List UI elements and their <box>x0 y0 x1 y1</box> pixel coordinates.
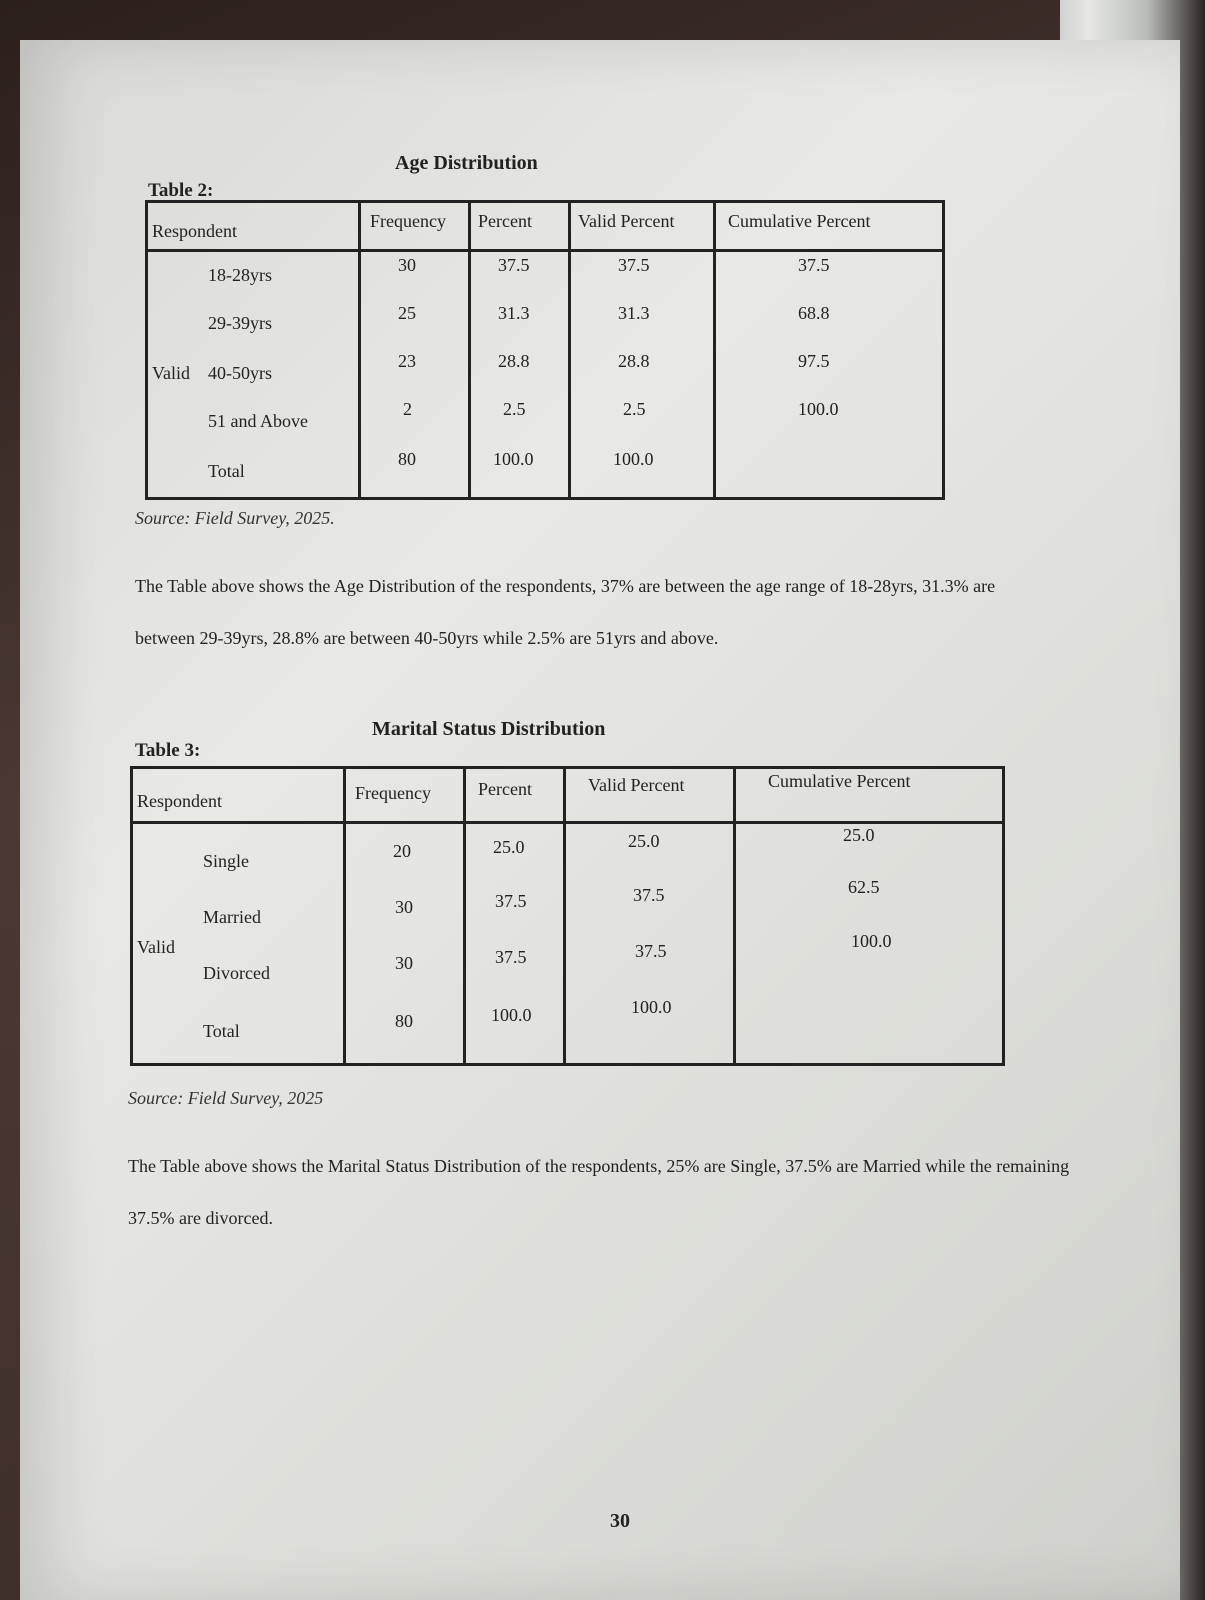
table3-frequency: 30 <box>395 897 413 917</box>
table2-title: Age Distribution <box>395 152 538 174</box>
table2-divider <box>713 203 716 497</box>
table2-grid <box>145 200 945 500</box>
table2-divider <box>358 203 361 497</box>
table2-cumulative: 100.0 <box>798 399 839 419</box>
table2-valid-percent: 37.5 <box>618 255 650 275</box>
table2-percent: 37.5 <box>498 255 530 275</box>
table3-frequency: 30 <box>395 953 413 973</box>
table2-header-valid-percent: Valid Percent <box>578 211 675 231</box>
table3-cumulative: 62.5 <box>848 877 880 897</box>
table2-paragraph: The Table above shows the Age Distribution of the respondents, 37% are between the age range of 18-28yrs, 31.3% are between 29-39yrs, 28.8% are between 40-50yrs while 2.5% are 51yrs and above. <box>135 576 996 648</box>
table2-percent: 31.3 <box>498 303 530 323</box>
table3-cumulative: 100.0 <box>851 931 892 951</box>
table2-valid-percent: 2.5 <box>623 399 646 419</box>
table3-divider <box>463 769 466 1063</box>
table2-valid-percent: 28.8 <box>618 351 650 371</box>
table3-percent: 37.5 <box>495 947 527 967</box>
table3-frequency: 20 <box>393 841 411 861</box>
table3-title: Marital Status Distribution <box>372 718 606 740</box>
table3-category: Divorced <box>203 963 270 983</box>
table2-category: Total <box>208 461 245 481</box>
table2-percent: 100.0 <box>493 449 534 469</box>
table2-category: 51 and Above <box>208 411 308 431</box>
table2-group-label: Valid <box>152 363 190 383</box>
table3-divider <box>563 769 566 1063</box>
table3-header-valid-percent: Valid Percent <box>588 775 685 795</box>
table2-valid-percent: 31.3 <box>618 303 650 323</box>
table2-cumulative: 37.5 <box>798 255 830 275</box>
table2-divider <box>468 203 471 497</box>
table3-label: Table 3: <box>135 740 201 761</box>
table3-divider <box>733 769 736 1063</box>
table2-header-cumulative-percent: Cumulative Percent <box>728 211 871 231</box>
table2-divider <box>568 203 571 497</box>
table3-header-cumulative-percent: Cumulative Percent <box>768 771 911 791</box>
table2-header-frequency: Frequency <box>370 211 446 231</box>
table2-frequency: 30 <box>398 255 416 275</box>
table2-category: 40-50yrs <box>208 363 272 383</box>
table3-source: Source: Field Survey, 2025 <box>128 1088 324 1108</box>
table3-header-frequency: Frequency <box>355 783 431 803</box>
table2-cumulative: 68.8 <box>798 303 830 323</box>
table3-percent: 100.0 <box>491 1005 532 1025</box>
table2-header-percent: Percent <box>478 211 532 231</box>
page-number: 30 <box>610 1510 630 1532</box>
table3-valid-percent: 100.0 <box>631 997 672 1017</box>
table2-label: Table 2: <box>148 180 214 201</box>
table2-percent: 2.5 <box>503 399 526 419</box>
table3-valid-percent: 37.5 <box>633 885 665 905</box>
table3-category: Married <box>203 907 261 927</box>
table2-category: 18-28yrs <box>208 265 272 285</box>
table2-source: Source: Field Survey, 2025. <box>135 508 335 528</box>
table3-header-percent: Percent <box>478 779 532 799</box>
table3-grid <box>130 766 1005 1066</box>
table2-percent: 28.8 <box>498 351 530 371</box>
table3-divider <box>343 769 346 1063</box>
table2-valid-percent: 100.0 <box>613 449 654 469</box>
table3-paragraph: The Table above shows the Marital Status Distribution of the respondents, 25% are Single, 37.5% are Married while the remaining 37.5% are divorced. <box>128 1156 1070 1228</box>
table2-category: 29-39yrs <box>208 313 272 333</box>
table3-percent: 25.0 <box>493 837 525 857</box>
table3-category: Total <box>203 1021 240 1041</box>
document-page <box>20 40 1180 1600</box>
table3-cumulative: 25.0 <box>843 825 875 845</box>
table3-header-respondent: Respondent <box>137 791 222 811</box>
table2-frequency: 80 <box>398 449 416 469</box>
table3-percent: 37.5 <box>495 891 527 911</box>
table2-frequency: 25 <box>398 303 416 323</box>
table3-group-label: Valid <box>137 937 175 957</box>
table2-frequency: 23 <box>398 351 416 371</box>
table2-frequency: 2 <box>403 399 412 419</box>
table3-frequency: 80 <box>395 1011 413 1031</box>
table3-valid-percent: 25.0 <box>628 831 660 851</box>
table2-cumulative: 97.5 <box>798 351 830 371</box>
table3-valid-percent: 37.5 <box>635 941 667 961</box>
table3-category: Single <box>203 851 250 871</box>
table2-header-respondent: Respondent <box>152 221 237 241</box>
